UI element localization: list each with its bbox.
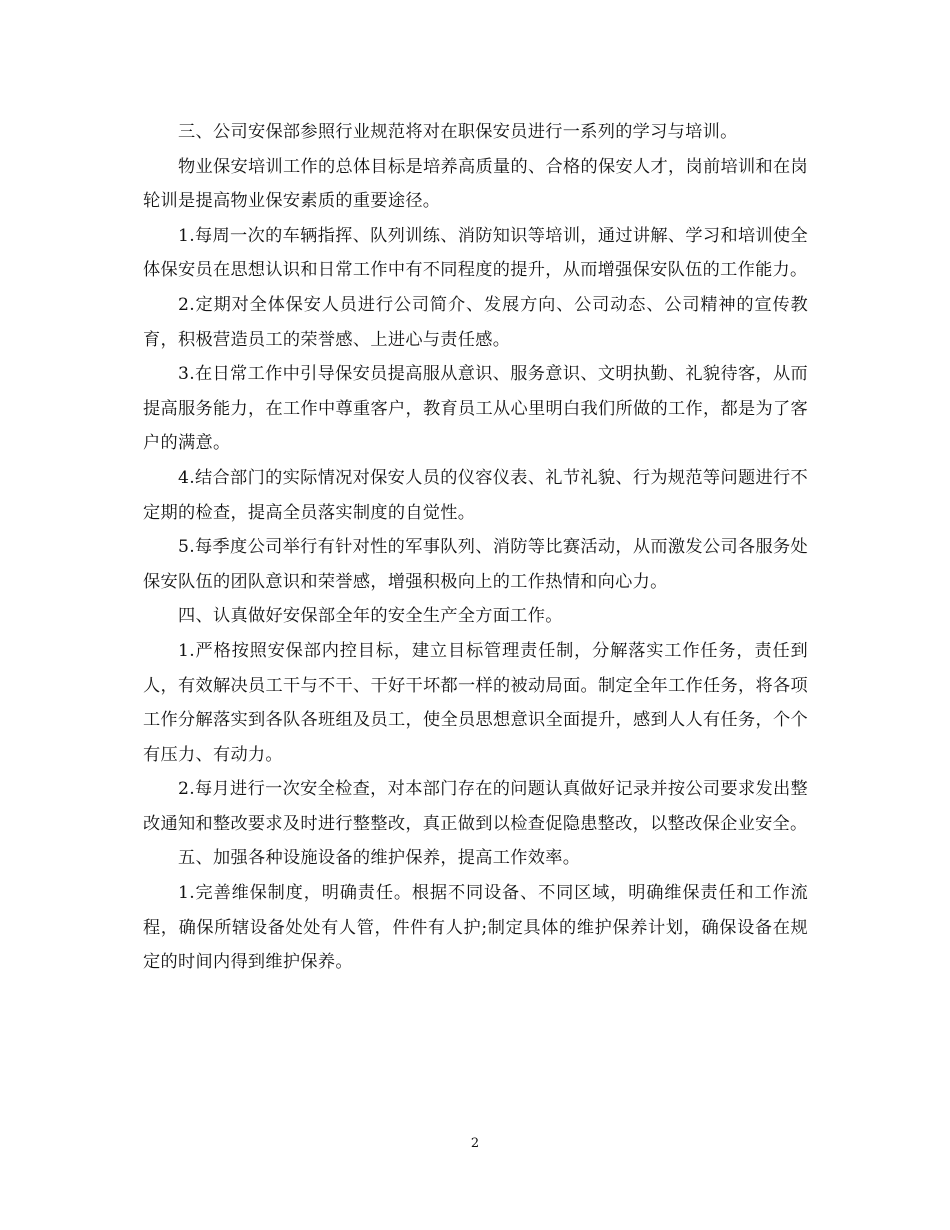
paragraph-item-1-responsibility: 1.严格按照安保部内控目标，建立目标管理责任制，分解落实工作任务，责任到人，有效解决员工干与不干、干好干坏都一样的被动局面。制定全年工作任务，将各项工作分解落实到各队各班组及员工，使全员思想意识全面提升，感到人人有任务，个个有压力、有动力。 [143,640,808,765]
document-body [143,115,808,980]
paragraph-item-1-maintenance: 1.完善维保制度，明确责任。根据不同设备、不同区域，明确维保责任和工作流程，确保所辖设备处处有人管，件件有人护;制定具体的维护保养计划，确保设备在规定的时间内得到维护保养。 [143,883,808,973]
paragraph-item-3-service-awareness: 3.在日常工作中引导保安员提高服从意识、服务意识、文明执勤、礼貌待客，从而提高服务能力，在工作中尊重客户，教育员工从心里明白我们所做的工作，都是为了客户的满意。 [143,364,808,454]
paragraph-section-3-heading: 三、公司安保部参照行业规范将对在职保安员进行一系列的学习与培训。 [178,122,738,142]
paragraph-item-2-monthly-check: 2.每月进行一次安全检查，对本部门存在的问题认真做好记录并按公司要求发出整改通知和整改要求及时进行整整改，真正做到以检查促隐患整改，以整改保企业安全。 [143,779,808,834]
paragraph-section-5-heading: 五、加强各种设施设备的维护保养，提高工作效率。 [178,848,581,869]
paragraph-item-4-inspection: 4.结合部门的实际情况对保安人员的仪容仪表、礼节礼貌、行为规范等问题进行不定期的检查，提高全员落实制度的自觉性。 [143,467,808,523]
page-number: 2 [470,1136,480,1151]
paragraph-item-2-company-education: 2.定期对全体保安人员进行公司简介、发展方向、公司动态、公司精神的宣传教育，积极营造员工的荣誉感、上进心与责任感。 [143,294,808,350]
paragraph-section-4-heading: 四、认真做好安保部全年的安全生产全方面工作。 [178,606,563,627]
paragraph-item-1-weekly-training: 1.每周一次的车辆指挥、队列训练、消防知识等培训，通过讲解、学习和培训使全体保安员在思想认识和日常工作中有不同程度的提升，从而增强保安队伍的工作能力。 [143,225,808,281]
paragraph-item-5-competitions: 5.每季度公司举行有针对性的军事队列、消防等比赛活动，从而激发公司各服务处保安队伍的团队意识和荣誉感，增强积极向上的工作热情和向心力。 [143,537,808,592]
paragraph-training-goal: 物业保安培训工作的总体目标是培养高质量的、合格的保安人才，岗前培训和在岗轮训是提高物业保安素质的重要途径。 [143,156,808,212]
